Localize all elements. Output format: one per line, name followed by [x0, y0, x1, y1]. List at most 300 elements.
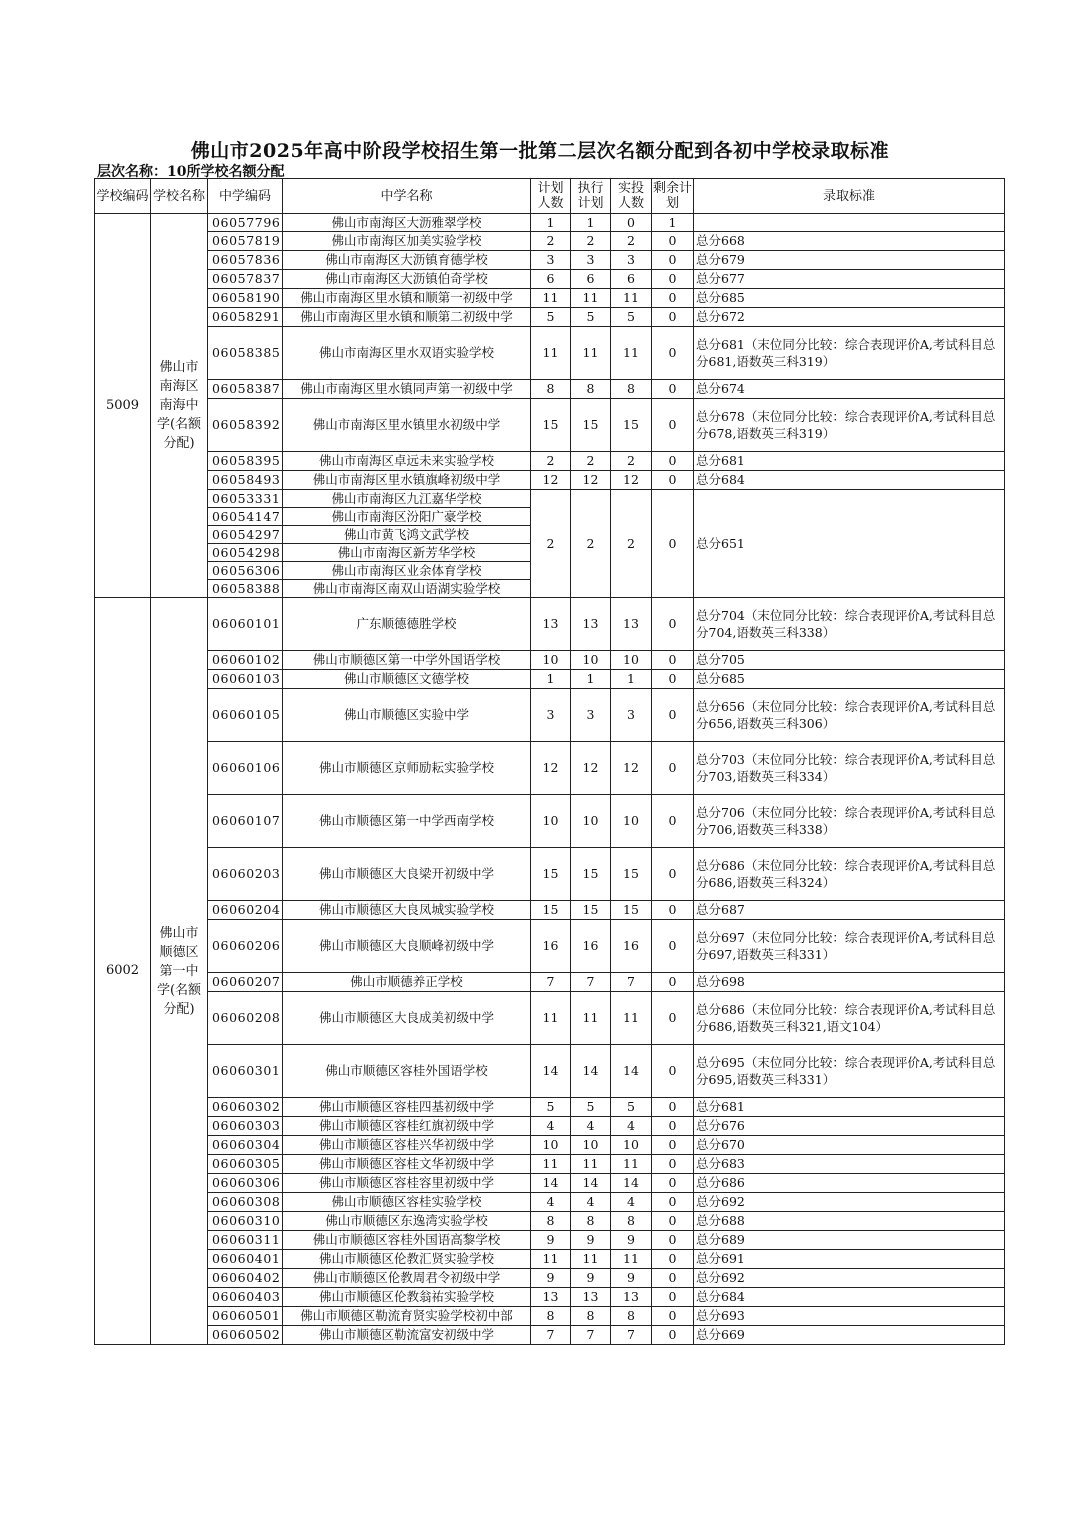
- remain-cell: 0: [652, 1117, 694, 1136]
- middle-code-cell: 06060502: [208, 1326, 283, 1345]
- middle-name-cell: 佛山市南海区加美实验学校: [283, 232, 531, 251]
- remain-cell: 0: [652, 992, 694, 1045]
- exec-cell: 7: [571, 973, 611, 992]
- header-middle-name: 中学名称: [283, 179, 531, 214]
- table-row: [95, 742, 1005, 795]
- plan-cell: 1: [531, 670, 571, 689]
- actual-cell: 7: [611, 973, 652, 992]
- plan-cell: 14: [531, 1045, 571, 1098]
- standard-cell: 总分681（末位同分比较：综合表现评价A,考试科目总分681,语数英三科319）: [694, 327, 1005, 380]
- remain-cell: 0: [652, 1136, 694, 1155]
- middle-code-cell: 06058388: [208, 580, 283, 598]
- remain-cell: 0: [652, 670, 694, 689]
- standard-cell: 总分685: [694, 670, 1005, 689]
- middle-code-cell: 06054147: [208, 508, 283, 526]
- table-row: [95, 1269, 1005, 1288]
- middle-name-cell: 佛山市南海区里水镇旗峰初级中学: [283, 471, 531, 490]
- actual-cell: 14: [611, 1174, 652, 1193]
- standard-cell: 总分685: [694, 289, 1005, 308]
- standard-cell: 总分681: [694, 1098, 1005, 1117]
- table-row: [95, 1288, 1005, 1307]
- plan-cell: 10: [531, 1136, 571, 1155]
- table-row: [95, 1098, 1005, 1117]
- middle-code-cell: 06060304: [208, 1136, 283, 1155]
- exec-cell: 10: [571, 1136, 611, 1155]
- table-row: [95, 651, 1005, 670]
- actual-cell: 12: [611, 742, 652, 795]
- table-row: [95, 452, 1005, 471]
- table-row: [95, 1250, 1005, 1269]
- school-name-cell: 佛山市顺德区第一中学(名额分配): [151, 598, 208, 1345]
- actual-cell: 4: [611, 1193, 652, 1212]
- actual-cell: 5: [611, 308, 652, 327]
- middle-name-cell: 佛山市顺德区大良梁开初级中学: [283, 848, 531, 901]
- middle-name-cell: 佛山市南海区新芳华学校: [283, 544, 531, 562]
- plan-cell: 11: [531, 992, 571, 1045]
- remain-cell: 0: [652, 251, 694, 270]
- actual-cell: 11: [611, 1250, 652, 1269]
- header-actual: 实投人数: [611, 179, 652, 214]
- plan-cell: 4: [531, 1117, 571, 1136]
- plan-cell: 15: [531, 848, 571, 901]
- exec-cell: 14: [571, 1174, 611, 1193]
- table-row: [95, 689, 1005, 742]
- actual-cell: 9: [611, 1231, 652, 1250]
- middle-name-cell: 佛山市南海区里水镇同声第一初级中学: [283, 380, 531, 399]
- table-row: [95, 670, 1005, 689]
- middle-code-cell: 06058385: [208, 327, 283, 380]
- exec-cell: 13: [571, 598, 611, 651]
- remain-cell: 0: [652, 289, 694, 308]
- table-row: [95, 1117, 1005, 1136]
- middle-code-cell: 06060107: [208, 795, 283, 848]
- exec-cell: 11: [571, 992, 611, 1045]
- table-row: [95, 901, 1005, 920]
- exec-cell: 3: [571, 251, 611, 270]
- standard-cell: 总分692: [694, 1193, 1005, 1212]
- exec-cell: 12: [571, 471, 611, 490]
- middle-code-cell: 06060402: [208, 1269, 283, 1288]
- standard-cell: 总分672: [694, 308, 1005, 327]
- middle-name-cell: 佛山市顺德养正学校: [283, 973, 531, 992]
- actual-cell: 2: [611, 490, 652, 598]
- school-code-cell: 6002: [95, 598, 151, 1345]
- middle-name-cell: 佛山市南海区里水镇里水初级中学: [283, 399, 531, 452]
- actual-cell: 15: [611, 848, 652, 901]
- remain-cell: 0: [652, 308, 694, 327]
- middle-name-cell: 佛山市顺德区容桂兴华初级中学: [283, 1136, 531, 1155]
- middle-name-cell: 佛山市南海区大沥镇伯奇学校: [283, 270, 531, 289]
- middle-code-cell: 06060401: [208, 1250, 283, 1269]
- actual-cell: 15: [611, 901, 652, 920]
- middle-code-cell: 06054298: [208, 544, 283, 562]
- actual-cell: 16: [611, 920, 652, 973]
- remain-cell: 0: [652, 598, 694, 651]
- standard-cell: 总分678（末位同分比较：综合表现评价A,考试科目总分678,语数英三科319）: [694, 399, 1005, 452]
- middle-name-cell: 佛山市南海区九江嘉华学校: [283, 490, 531, 508]
- remain-cell: 0: [652, 795, 694, 848]
- remain-cell: 0: [652, 232, 694, 251]
- remain-cell: 0: [652, 1326, 694, 1345]
- standard-cell: 总分679: [694, 251, 1005, 270]
- standard-cell: 总分692: [694, 1269, 1005, 1288]
- exec-cell: 3: [571, 689, 611, 742]
- middle-name-cell: 佛山市顺德区伦教周君令初级中学: [283, 1269, 531, 1288]
- actual-cell: 9: [611, 1269, 652, 1288]
- remain-cell: 0: [652, 471, 694, 490]
- remain-cell: 0: [652, 1045, 694, 1098]
- table-row: [95, 920, 1005, 973]
- standard-cell: 总分688: [694, 1212, 1005, 1231]
- middle-code-cell: 06056306: [208, 562, 283, 580]
- standard-cell: 总分691: [694, 1250, 1005, 1269]
- plan-cell: 10: [531, 795, 571, 848]
- standard-cell: 总分656（末位同分比较：综合表现评价A,考试科目总分656,语数英三科306）: [694, 689, 1005, 742]
- header-remain: 剩余计划: [652, 179, 694, 214]
- plan-cell: 13: [531, 1288, 571, 1307]
- middle-name-cell: 佛山市顺德区京师励耘实验学校: [283, 742, 531, 795]
- exec-cell: 8: [571, 1212, 611, 1231]
- exec-cell: 5: [571, 1098, 611, 1117]
- exec-cell: 6: [571, 270, 611, 289]
- standard-cell: 总分677: [694, 270, 1005, 289]
- middle-code-cell: 06057819: [208, 232, 283, 251]
- actual-cell: 6: [611, 270, 652, 289]
- actual-cell: 13: [611, 598, 652, 651]
- middle-name-cell: 佛山市顺德区东逸湾实验学校: [283, 1212, 531, 1231]
- middle-code-cell: 06058387: [208, 380, 283, 399]
- middle-name-cell: 佛山市顺德区大良成美初级中学: [283, 992, 531, 1045]
- plan-cell: 15: [531, 399, 571, 452]
- exec-cell: 9: [571, 1269, 611, 1288]
- actual-cell: 1: [611, 670, 652, 689]
- middle-name-cell: 佛山市南海区卓远未来实验学校: [283, 452, 531, 471]
- plan-cell: 14: [531, 1174, 571, 1193]
- exec-cell: 2: [571, 452, 611, 471]
- middle-name-cell: 佛山市南海区里水镇和顺第二初级中学: [283, 308, 531, 327]
- middle-name-cell: 佛山市顺德区容桂红旗初级中学: [283, 1117, 531, 1136]
- exec-cell: 10: [571, 651, 611, 670]
- standard-cell: [694, 214, 1005, 232]
- remain-cell: 0: [652, 1174, 694, 1193]
- middle-name-cell: 佛山市顺德区第一中学外国语学校: [283, 651, 531, 670]
- middle-code-cell: 06060207: [208, 973, 283, 992]
- middle-code-cell: 06060311: [208, 1231, 283, 1250]
- middle-name-cell: 佛山市顺德区文德学校: [283, 670, 531, 689]
- admission-table: [94, 178, 1005, 1345]
- table-row: [95, 973, 1005, 992]
- table-row: [95, 1155, 1005, 1174]
- middle-name-cell: 佛山市顺德区勒流富安初级中学: [283, 1326, 531, 1345]
- plan-cell: 1: [531, 214, 571, 232]
- remain-cell: 0: [652, 1155, 694, 1174]
- middle-name-cell: 佛山市黄飞鸿文武学校: [283, 526, 531, 544]
- school-code-cell: 5009: [95, 214, 151, 598]
- middle-code-cell: 06060308: [208, 1193, 283, 1212]
- exec-cell: 1: [571, 214, 611, 232]
- middle-name-cell: 佛山市顺德区容桂外国语学校: [283, 1045, 531, 1098]
- plan-cell: 11: [531, 1250, 571, 1269]
- table-row: [95, 471, 1005, 490]
- remain-cell: 0: [652, 742, 694, 795]
- middle-name-cell: 佛山市南海区汾阳广豪学校: [283, 508, 531, 526]
- exec-cell: 11: [571, 327, 611, 380]
- remain-cell: 0: [652, 1098, 694, 1117]
- plan-cell: 8: [531, 380, 571, 399]
- exec-cell: 10: [571, 795, 611, 848]
- actual-cell: 5: [611, 1098, 652, 1117]
- table-row: [95, 848, 1005, 901]
- middle-code-cell: 06058190: [208, 289, 283, 308]
- middle-code-cell: 06060305: [208, 1155, 283, 1174]
- middle-name-cell: 佛山市顺德区大良顺峰初级中学: [283, 920, 531, 973]
- remain-cell: 0: [652, 1231, 694, 1250]
- exec-cell: 4: [571, 1193, 611, 1212]
- actual-cell: 11: [611, 1155, 652, 1174]
- header-middle-code: 中学编码: [208, 179, 283, 214]
- actual-cell: 3: [611, 251, 652, 270]
- standard-cell: 总分704（末位同分比较：综合表现评价A,考试科目总分704,语数英三科338）: [694, 598, 1005, 651]
- actual-cell: 13: [611, 1288, 652, 1307]
- middle-code-cell: 06060301: [208, 1045, 283, 1098]
- exec-cell: 9: [571, 1231, 611, 1250]
- actual-cell: 7: [611, 1326, 652, 1345]
- exec-cell: 4: [571, 1117, 611, 1136]
- header-exec: 执行计划: [571, 179, 611, 214]
- table-row: [95, 1326, 1005, 1345]
- plan-cell: 6: [531, 270, 571, 289]
- exec-cell: 1: [571, 670, 611, 689]
- plan-cell: 16: [531, 920, 571, 973]
- exec-cell: 12: [571, 742, 611, 795]
- middle-name-cell: 佛山市南海区业余体育学校: [283, 562, 531, 580]
- plan-cell: 11: [531, 1155, 571, 1174]
- remain-cell: 0: [652, 380, 694, 399]
- plan-cell: 8: [531, 1307, 571, 1326]
- plan-cell: 12: [531, 471, 571, 490]
- actual-cell: 2: [611, 232, 652, 251]
- standard-cell: 总分697（末位同分比较：综合表现评价A,考试科目总分697,语数英三科331）: [694, 920, 1005, 973]
- exec-cell: 13: [571, 1288, 611, 1307]
- table-row: [95, 399, 1005, 452]
- table-body: [95, 214, 1005, 1345]
- remain-cell: 0: [652, 327, 694, 380]
- actual-cell: 12: [611, 471, 652, 490]
- remain-cell: 0: [652, 689, 694, 742]
- standard-cell: 总分676: [694, 1117, 1005, 1136]
- plan-cell: 12: [531, 742, 571, 795]
- middle-code-cell: 06060501: [208, 1307, 283, 1326]
- exec-cell: 2: [571, 490, 611, 598]
- remain-cell: 0: [652, 270, 694, 289]
- actual-cell: 4: [611, 1117, 652, 1136]
- table-row: [95, 1193, 1005, 1212]
- middle-name-cell: 佛山市顺德区第一中学西南学校: [283, 795, 531, 848]
- middle-code-cell: 06053331: [208, 490, 283, 508]
- exec-cell: 7: [571, 1326, 611, 1345]
- table-row: [95, 327, 1005, 380]
- standard-cell: 总分670: [694, 1136, 1005, 1155]
- plan-cell: 5: [531, 308, 571, 327]
- actual-cell: 8: [611, 1212, 652, 1231]
- exec-cell: 11: [571, 289, 611, 308]
- plan-cell: 9: [531, 1269, 571, 1288]
- middle-code-cell: 06060203: [208, 848, 283, 901]
- standard-cell: 总分668: [694, 232, 1005, 251]
- actual-cell: 3: [611, 689, 652, 742]
- plan-cell: 4: [531, 1193, 571, 1212]
- standard-cell: 总分686（末位同分比较：综合表现评价A,考试科目总分686,语数英三科324）: [694, 848, 1005, 901]
- plan-cell: 10: [531, 651, 571, 670]
- middle-name-cell: 佛山市顺德区伦教翁祐实验学校: [283, 1288, 531, 1307]
- standard-cell: 总分674: [694, 380, 1005, 399]
- table-row: [95, 289, 1005, 308]
- standard-cell: 总分651: [694, 490, 1005, 598]
- middle-name-cell: 佛山市南海区里水双语实验学校: [283, 327, 531, 380]
- table-row: [95, 232, 1005, 251]
- plan-cell: 8: [531, 1212, 571, 1231]
- middle-name-cell: 佛山市顺德区伦教汇贤实验学校: [283, 1250, 531, 1269]
- standard-cell: 总分693: [694, 1307, 1005, 1326]
- middle-code-cell: 06058392: [208, 399, 283, 452]
- table-row: [95, 308, 1005, 327]
- middle-code-cell: 06060303: [208, 1117, 283, 1136]
- standard-cell: 总分686: [694, 1174, 1005, 1193]
- middle-name-cell: 佛山市南海区大沥镇育德学校: [283, 251, 531, 270]
- middle-code-cell: 06060106: [208, 742, 283, 795]
- header-standard: 录取标准: [694, 179, 1005, 214]
- standard-cell: 总分683: [694, 1155, 1005, 1174]
- table-row: [95, 380, 1005, 399]
- standard-cell: 总分706（末位同分比较：综合表现评价A,考试科目总分706,语数英三科338）: [694, 795, 1005, 848]
- table-row: [95, 490, 1005, 508]
- plan-cell: 5: [531, 1098, 571, 1117]
- actual-cell: 10: [611, 651, 652, 670]
- standard-cell: 总分705: [694, 651, 1005, 670]
- plan-cell: 3: [531, 689, 571, 742]
- middle-name-cell: 佛山市顺德区容桂文华初级中学: [283, 1155, 531, 1174]
- exec-cell: 15: [571, 848, 611, 901]
- table-row: [95, 598, 1005, 651]
- table-row: [95, 1174, 1005, 1193]
- remain-cell: 0: [652, 452, 694, 471]
- middle-name-cell: 佛山市顺德区勒流育贤实验学校初中部: [283, 1307, 531, 1326]
- exec-cell: 15: [571, 901, 611, 920]
- exec-cell: 5: [571, 308, 611, 327]
- middle-code-cell: 06060204: [208, 901, 283, 920]
- middle-name-cell: 佛山市顺德区大良凤城实验学校: [283, 901, 531, 920]
- standard-cell: 总分684: [694, 1288, 1005, 1307]
- standard-cell: 总分703（末位同分比较：综合表现评价A,考试科目总分703,语数英三科334）: [694, 742, 1005, 795]
- actual-cell: 14: [611, 1045, 652, 1098]
- middle-code-cell: 06060208: [208, 992, 283, 1045]
- actual-cell: 10: [611, 795, 652, 848]
- standard-cell: 总分695（末位同分比较：综合表现评价A,考试科目总分695,语数英三科331）: [694, 1045, 1005, 1098]
- middle-name-cell: 佛山市南海区大沥雅翠学校: [283, 214, 531, 232]
- middle-code-cell: 06054297: [208, 526, 283, 544]
- actual-cell: 0: [611, 214, 652, 232]
- school-name-cell: 佛山市南海区南海中学(名额分配): [151, 214, 208, 598]
- middle-code-cell: 06060403: [208, 1288, 283, 1307]
- middle-code-cell: 06060105: [208, 689, 283, 742]
- middle-name-cell: 佛山市顺德区实验中学: [283, 689, 531, 742]
- exec-cell: 8: [571, 1307, 611, 1326]
- remain-cell: 0: [652, 973, 694, 992]
- remain-cell: 0: [652, 920, 694, 973]
- remain-cell: 1: [652, 214, 694, 232]
- actual-cell: 11: [611, 289, 652, 308]
- plan-cell: 2: [531, 232, 571, 251]
- plan-cell: 2: [531, 452, 571, 471]
- header-plan: 计划人数: [531, 179, 571, 214]
- middle-name-cell: 广东顺德德胜学校: [283, 598, 531, 651]
- middle-code-cell: 06060206: [208, 920, 283, 973]
- exec-cell: 11: [571, 1250, 611, 1269]
- remain-cell: 0: [652, 651, 694, 670]
- remain-cell: 0: [652, 1193, 694, 1212]
- actual-cell: 10: [611, 1136, 652, 1155]
- middle-code-cell: 06057837: [208, 270, 283, 289]
- actual-cell: 11: [611, 992, 652, 1045]
- remain-cell: 0: [652, 1269, 694, 1288]
- middle-code-cell: 06058493: [208, 471, 283, 490]
- table-row: [95, 1045, 1005, 1098]
- actual-cell: 11: [611, 327, 652, 380]
- remain-cell: 0: [652, 1250, 694, 1269]
- middle-code-cell: 06060102: [208, 651, 283, 670]
- remain-cell: 0: [652, 848, 694, 901]
- plan-cell: 2: [531, 490, 571, 598]
- remain-cell: 0: [652, 1307, 694, 1326]
- middle-code-cell: 06058395: [208, 452, 283, 471]
- middle-code-cell: 06060101: [208, 598, 283, 651]
- middle-name-cell: 佛山市南海区南双山语湖实验学校: [283, 580, 531, 598]
- header-school-code: 学校编码: [95, 179, 151, 214]
- header-school-name: 学校名称: [151, 179, 208, 214]
- plan-cell: 7: [531, 1326, 571, 1345]
- remain-cell: 0: [652, 399, 694, 452]
- table-row: [95, 214, 1005, 232]
- exec-cell: 15: [571, 399, 611, 452]
- table-row: [95, 992, 1005, 1045]
- middle-code-cell: 06057796: [208, 214, 283, 232]
- remain-cell: 0: [652, 1212, 694, 1231]
- table-row: [95, 1307, 1005, 1326]
- middle-name-cell: 佛山市顺德区容桂外国语高黎学校: [283, 1231, 531, 1250]
- table-row: [95, 1231, 1005, 1250]
- middle-code-cell: 06058291: [208, 308, 283, 327]
- middle-name-cell: 佛山市南海区里水镇和顺第一初级中学: [283, 289, 531, 308]
- middle-code-cell: 06060302: [208, 1098, 283, 1117]
- exec-cell: 16: [571, 920, 611, 973]
- middle-name-cell: 佛山市顺德区容桂容里初级中学: [283, 1174, 531, 1193]
- remain-cell: 0: [652, 490, 694, 598]
- table-row: [95, 795, 1005, 848]
- document-title: 佛山市2025年高中阶段学校招生第一批第二层次名额分配到各初中学校录取标准: [190, 140, 890, 162]
- exec-cell: 2: [571, 232, 611, 251]
- table-row: [95, 1136, 1005, 1155]
- remain-cell: 0: [652, 901, 694, 920]
- standard-cell: 总分698: [694, 973, 1005, 992]
- plan-cell: 13: [531, 598, 571, 651]
- remain-cell: 0: [652, 1288, 694, 1307]
- level-name: 层次名称：10所学校名额分配: [97, 164, 285, 180]
- actual-cell: 8: [611, 1307, 652, 1326]
- standard-cell: 总分689: [694, 1231, 1005, 1250]
- plan-cell: 3: [531, 251, 571, 270]
- middle-code-cell: 06060310: [208, 1212, 283, 1231]
- actual-cell: 8: [611, 380, 652, 399]
